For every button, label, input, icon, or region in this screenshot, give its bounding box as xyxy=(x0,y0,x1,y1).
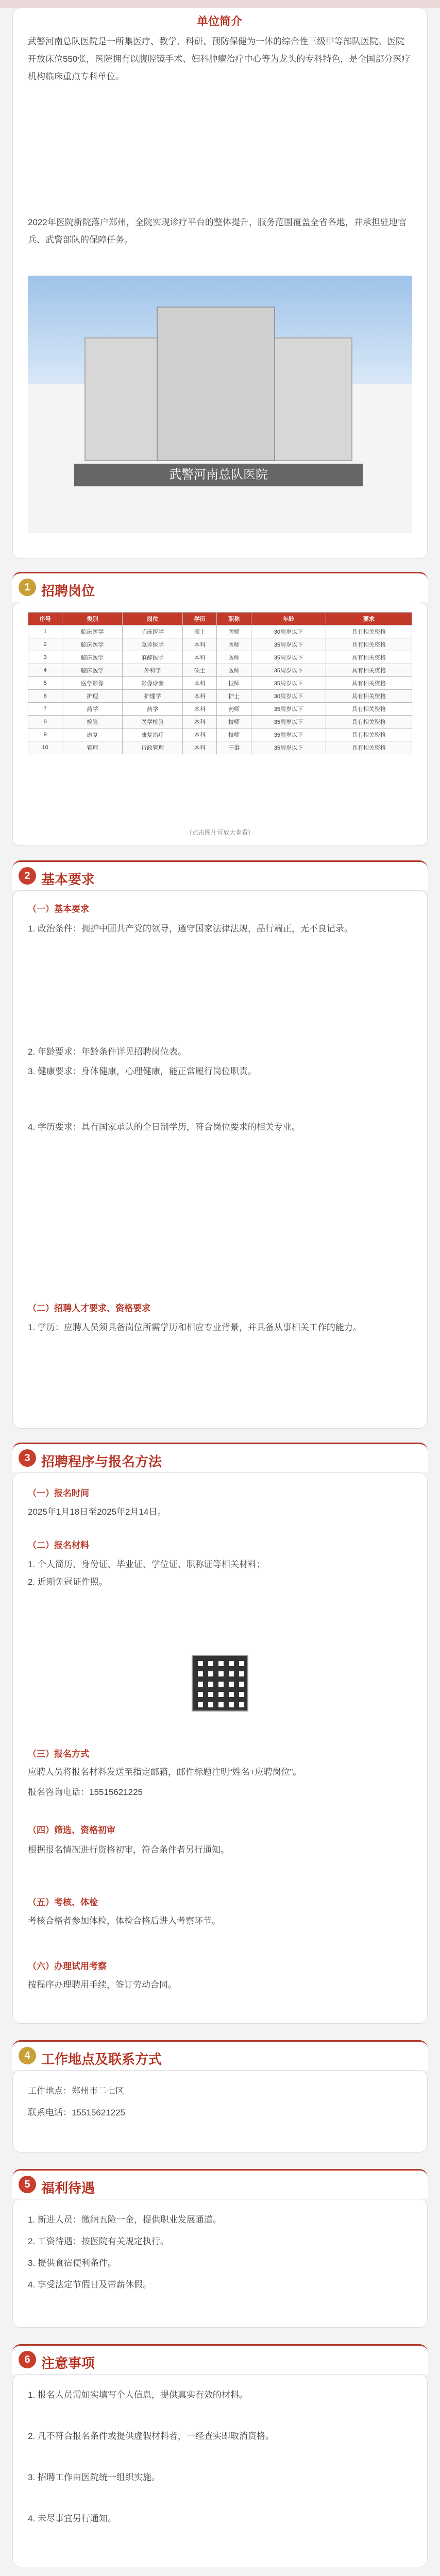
table-cell: 7 xyxy=(28,703,62,716)
process-section-4: （四）筛选、资格初审 xyxy=(28,1825,115,1835)
table-cell: 本科 xyxy=(183,638,217,651)
table-cell: 具有相关资格 xyxy=(326,664,412,677)
work-location: 工作地点：郑州市二七区 xyxy=(28,2086,124,2096)
hospital-sign: 武警河南总队医院 xyxy=(74,464,363,486)
table-cell: 具有相关资格 xyxy=(326,625,412,638)
table-cell: 具有相关资格 xyxy=(326,703,412,716)
table-cell: 3 xyxy=(28,651,62,664)
table-cell: 麻醉医学 xyxy=(123,651,183,664)
table-header: 类别 xyxy=(62,613,123,625)
basic-item-3: 3. 健康要求：身体健康，心理健康，能正常履行岗位职责。 xyxy=(28,1066,257,1076)
table-row xyxy=(28,638,412,651)
table-cell: 具有相关资格 xyxy=(326,638,412,651)
process-text-4: 根据报名情况进行资格初审，符合条件者另行通知。 xyxy=(28,1845,229,1855)
welfare-item-1: 1. 新进人员：缴纳五险一金，提供职业发展通道。 xyxy=(28,2215,222,2225)
intro-paragraph-1: 武警河南总队医院是一所集医疗、教学、科研、预防保健为一体的综合性三级甲等部队医院。医院开放床位550张，医院拥有以腹腔镜手术、妇科肿瘤治疗中心等为龙头的专科特色，是全国部分医疗机构临床重点专科单位。 xyxy=(28,37,411,81)
table-cell: 药学 xyxy=(62,703,123,716)
table-cell: 35周岁以下 xyxy=(251,741,326,754)
basic-item-4: 4. 学历要求：具有国家承认的全日制学历，符合岗位要求的相关专业。 xyxy=(28,1122,300,1132)
hospital-photo xyxy=(28,276,412,533)
table-row xyxy=(28,625,412,638)
table-cell: 技师 xyxy=(217,728,251,741)
table-cell: 具有相关资格 xyxy=(326,741,412,754)
table-header-row xyxy=(28,613,412,625)
process-text-2: 1. 个人简历、身份证、毕业证、学位证、职称证等相关材料； 2. 近期免冠证件照。 xyxy=(28,1560,265,1587)
table-header: 岗位 xyxy=(123,613,183,625)
table-cell: 本科 xyxy=(183,677,217,690)
table-cell: 医师 xyxy=(217,664,251,677)
table-cell: 外科学 xyxy=(123,664,183,677)
table-row xyxy=(28,741,412,754)
table-header: 年龄 xyxy=(251,613,326,625)
basic-title: 基本要求 xyxy=(41,872,95,887)
notice-item-1: 1. 报名人员需如实填写个人信息，提供真实有效的材料。 xyxy=(28,2390,248,2400)
contact-email: 报名咨询电话：15515621225 xyxy=(28,1787,143,1797)
top-decoration xyxy=(0,0,440,8)
section-number: 3 xyxy=(19,1449,36,1467)
table-cell: 临床医学 xyxy=(62,664,123,677)
process-text-3: 应聘人员将报名材料发送至指定邮箱，邮件标题注明“姓名+应聘岗位”。 xyxy=(28,1767,302,1777)
table-cell: 35周岁以下 xyxy=(251,677,326,690)
table-cell: 医师 xyxy=(217,638,251,651)
table-row xyxy=(28,703,412,716)
table-cell: 管理 xyxy=(62,741,123,754)
table-cell: 医学影像 xyxy=(62,677,123,690)
table-header: 要求 xyxy=(326,613,412,625)
table-cell: 35周岁以下 xyxy=(251,638,326,651)
table-cell: 硕士 xyxy=(183,664,217,677)
process-text-1: 2025年1月18日至2025年2月14日。 xyxy=(28,1507,166,1517)
table-caption: （点击图片可放大查看） xyxy=(185,829,254,836)
process-section-2: （二）报名材料 xyxy=(28,1540,89,1550)
section-number: 2 xyxy=(19,867,36,885)
table-cell: 临床医学 xyxy=(62,638,123,651)
table-cell: 8 xyxy=(28,716,62,728)
table-cell: 本科 xyxy=(183,690,217,703)
table-row xyxy=(28,677,412,690)
contact-phone: 联系电话：15515621225 xyxy=(28,2108,126,2117)
table-cell: 影像诊断 xyxy=(123,677,183,690)
table-cell: 护理学 xyxy=(123,690,183,703)
process-section-5: （五）考核、体检 xyxy=(28,1897,98,1907)
welfare-item-2: 2. 工资待遇：按医院有关规定执行。 xyxy=(28,2236,169,2246)
table-cell: 临床医学 xyxy=(62,625,123,638)
table-cell: 2 xyxy=(28,638,62,651)
table-cell: 临床医学 xyxy=(123,625,183,638)
table-cell: 具有相关资格 xyxy=(326,651,412,664)
location-header xyxy=(12,2040,428,2070)
table-cell: 护士 xyxy=(217,690,251,703)
table-cell: 药师 xyxy=(217,703,251,716)
table-row xyxy=(28,728,412,741)
table-header: 学历 xyxy=(183,613,217,625)
table-cell: 35周岁以下 xyxy=(251,664,326,677)
table-cell: 6 xyxy=(28,690,62,703)
table-cell: 具有相关资格 xyxy=(326,690,412,703)
table-cell: 本科 xyxy=(183,651,217,664)
process-section-6: （六）办理试用考察 xyxy=(28,1961,107,1971)
table-cell: 35周岁以下 xyxy=(251,651,326,664)
welfare-title: 福利待遇 xyxy=(41,2180,95,2196)
table-cell: 1 xyxy=(28,625,62,638)
table-cell: 技师 xyxy=(217,716,251,728)
table-row xyxy=(28,716,412,728)
welfare-header xyxy=(12,2169,428,2199)
table-cell: 35周岁以下 xyxy=(251,703,326,716)
table-header: 职称 xyxy=(217,613,251,625)
welfare-item-4: 4. 享受法定节假日及带薪休假。 xyxy=(28,2280,151,2290)
intro-paragraph-2: 2022年医院新院落户郑州，全院实现诊疗平台的整体提升，服务范围覆盖全省各地，并承担驻地官兵、武警部队的保障任务。 xyxy=(28,217,407,245)
process-text-5: 考核合格者参加体检，体检合格后进入考察环节。 xyxy=(28,1916,221,1926)
basic-item-5: 1. 学历：应聘人员须具备岗位所需学历和相应专业背景，并具备从事相关工作的能力。 xyxy=(28,1323,362,1332)
table-cell: 临床医学 xyxy=(62,651,123,664)
notice-item-2: 2. 凡不符合报名条件或提供虚假材料者，一经查实即取消资格。 xyxy=(28,2431,274,2441)
basic-section-1: （一）基本要求 xyxy=(28,904,89,914)
table-cell: 具有相关资格 xyxy=(326,716,412,728)
table-cell: 具有相关资格 xyxy=(326,728,412,741)
table-cell: 检验 xyxy=(62,716,123,728)
table-cell: 医师 xyxy=(217,651,251,664)
notice-item-4: 4. 未尽事宜另行通知。 xyxy=(28,2514,116,2523)
table-cell: 9 xyxy=(28,728,62,741)
table-cell: 医师 xyxy=(217,625,251,638)
section-number: 5 xyxy=(19,2176,36,2193)
table-cell: 康复治疗 xyxy=(123,728,183,741)
table-cell: 4 xyxy=(28,664,62,677)
qr-code xyxy=(192,1655,248,1711)
location-title: 工作地点及联系方式 xyxy=(41,2052,162,2067)
notice-item-3: 3. 招聘工作由医院统一组织实施。 xyxy=(28,2472,160,2482)
process-section-1: （一）报名时间 xyxy=(28,1488,89,1498)
table-cell: 干事 xyxy=(217,741,251,754)
table-cell: 本科 xyxy=(183,703,217,716)
basic-item-2: 2. 年龄要求：年龄条件详见招聘岗位表。 xyxy=(28,1047,187,1057)
section-number: 6 xyxy=(19,2351,36,2368)
tower xyxy=(157,307,275,461)
notice-header xyxy=(12,2344,428,2374)
table-cell: 康复 xyxy=(62,728,123,741)
basic-item-1: 1. 政治条件：拥护中国共产党的领导，遵守国家法律法规，品行端正，无不良记录。 xyxy=(28,924,353,934)
job-table xyxy=(28,612,412,754)
table-row xyxy=(28,664,412,677)
table-cell: 30周岁以下 xyxy=(251,690,326,703)
table-cell: 行政管理 xyxy=(123,741,183,754)
table-cell: 护理 xyxy=(62,690,123,703)
table-cell: 本科 xyxy=(183,728,217,741)
table-cell: 10 xyxy=(28,741,62,754)
table-row xyxy=(28,651,412,664)
section-number: 4 xyxy=(19,2047,36,2064)
process-header xyxy=(12,1443,428,1472)
notice-title: 注意事项 xyxy=(41,2355,95,2371)
welfare-item-3: 3. 提供食宿便利条件。 xyxy=(28,2258,116,2268)
table-row xyxy=(28,690,412,703)
job-table-body xyxy=(28,625,412,754)
process-text-6: 按程序办理聘用手续，签订劳动合同。 xyxy=(28,1980,177,1990)
table-cell: 30周岁以下 xyxy=(251,625,326,638)
process-title: 招聘程序与报名方法 xyxy=(41,1454,162,1469)
section-number: 1 xyxy=(19,579,36,596)
basic-header xyxy=(12,860,428,890)
basic-section-2: （二）招聘人才要求、资格要求 xyxy=(28,1303,150,1313)
table-cell: 急诊医学 xyxy=(123,638,183,651)
table-cell: 具有相关资格 xyxy=(326,677,412,690)
table-cell: 硕士 xyxy=(183,625,217,638)
job-title: 招聘岗位 xyxy=(41,583,95,599)
table-cell: 本科 xyxy=(183,741,217,754)
job-header xyxy=(12,572,428,602)
table-cell: 本科 xyxy=(183,716,217,728)
table-cell: 5 xyxy=(28,677,62,690)
table-cell: 35周岁以下 xyxy=(251,728,326,741)
table-header: 序号 xyxy=(28,613,62,625)
table-cell: 技师 xyxy=(217,677,251,690)
table-cell: 35周岁以下 xyxy=(251,716,326,728)
intro-title: 单位简介 xyxy=(197,15,243,28)
process-section-3: （三）报名方式 xyxy=(28,1749,89,1759)
basic-panel xyxy=(12,890,428,1429)
table-cell: 医学检验 xyxy=(123,716,183,728)
table-cell: 药学 xyxy=(123,703,183,716)
